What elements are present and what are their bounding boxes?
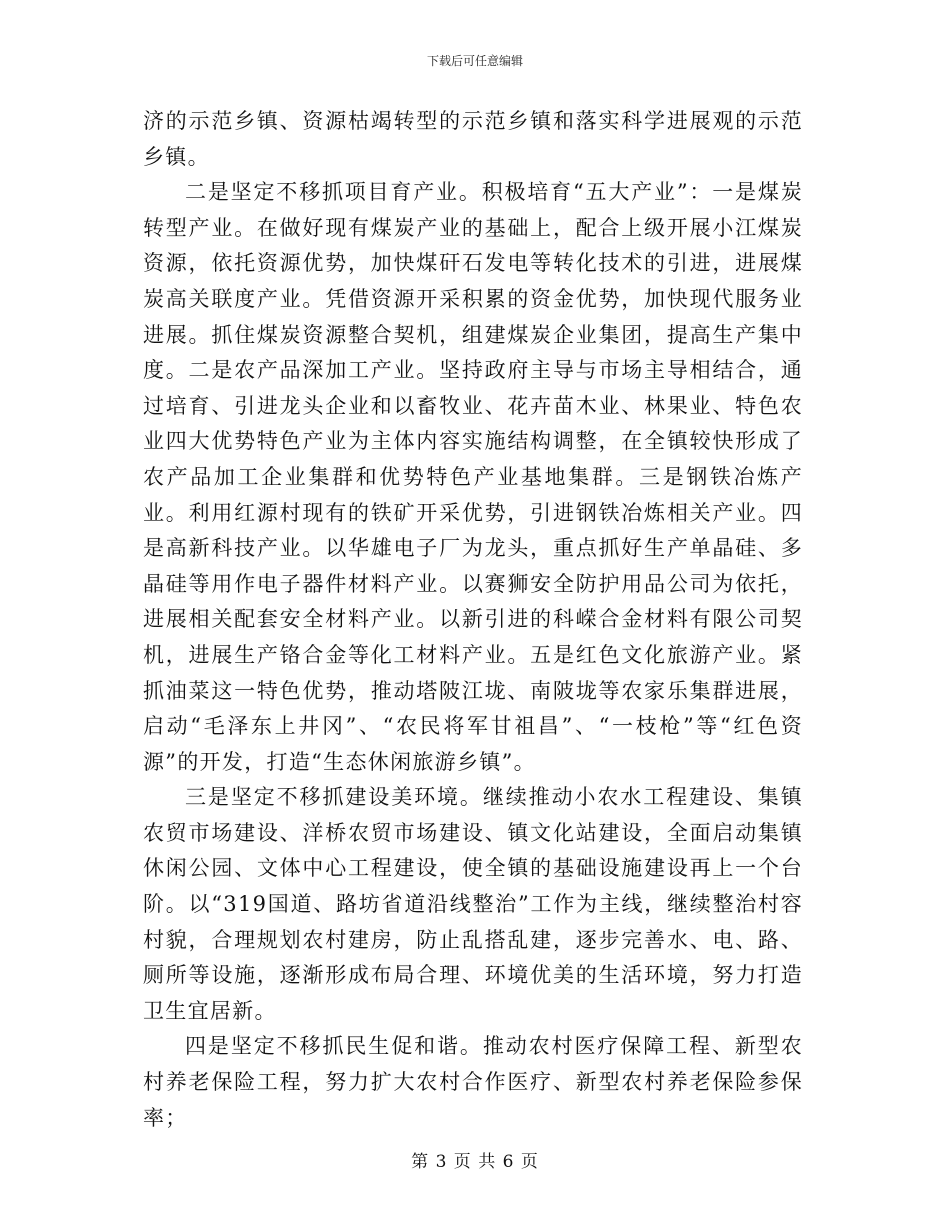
- paragraph-construction: 三是坚定不移抓建设美环境。继续推动小农水工程建设、集镇农贸市场建设、洋桥农贸市场建设、镇文化站建设，全面启动集镇休闲公园、文体中心工程建设，使全镇的基础设施建设再上一个台阶。以“319国道、路坊省道沿线整治”工作为主线，继续整治村容村貌，合理规划农村建房，防止乱搭乱建，逐步完善水、电、路、厕所等设施，逐渐形成布局合理、环境优美的生活环境，努力打造卫生宜居新。: [143, 785, 803, 1023]
- paragraph-continuation: 济的示范乡镇、资源枯竭转型的示范乡镇和落实科学进展观的示范乡镇。: [143, 109, 803, 169]
- document-body: [143, 104, 803, 1136]
- page-header: 下载后可任意编辑: [426, 54, 523, 68]
- page-number: 第 3 页 共 6 页: [411, 1152, 539, 1172]
- paragraph-livelihood: 四是坚定不移抓民生促和谐。推动农村医疗保障工程、新型农村养老保险工程，努力扩大农村合作医疗、新型农村养老保险参保率；: [143, 1034, 803, 1130]
- paragraph-industry: 二是坚定不移抓项目育产业。积极培育“五大产业”：一是煤炭转型产业。在做好现有煤炭产业的基础上，配合上级开展小江煤炭资源，依托资源优势，加快煤矸石发电等转化技术的引进，进展煤炭高关联度产业。凭借资源开采积累的资金优势，加快现代服务业进展。抓住煤炭资源整合契机，组建煤炭企业集团，提高生产集中度。二是农产品深加工产业。坚持政府主导与市场主导相结合，通过培育、引进龙头企业和以畜牧业、花卉苗木业、林果业、特色农业四大优势特色产业为主体内容实施结构调整，在全镇较快形成了农产品加工企业集群和优势特色产业基地集群。三是钢铁冶炼产业。利用红源村现有的铁矿开采优势，引进钢铁冶炼相关产业。四是高新科技产业。以华雄电子厂为龙头，重点抓好生产单晶硅、多晶硅等用作电子器件材料产业。以赛狮安全防护用品公司为依托，进展相关配套安全材料产业。以新引进的科嵘合金材料有限公司契机，进展生产铬合金等化工材料产业。五是红色文化旅游产业。紧抓油菜这一特色优势，推动塔陂江垅、南陂垅等农家乐集群进展，启动“毛泽东上井冈”、“农民将军甘祖昌”、“一枝枪”等“红色资源”的开发，打造“生态休闲旅游乡镇”。: [143, 180, 803, 774]
